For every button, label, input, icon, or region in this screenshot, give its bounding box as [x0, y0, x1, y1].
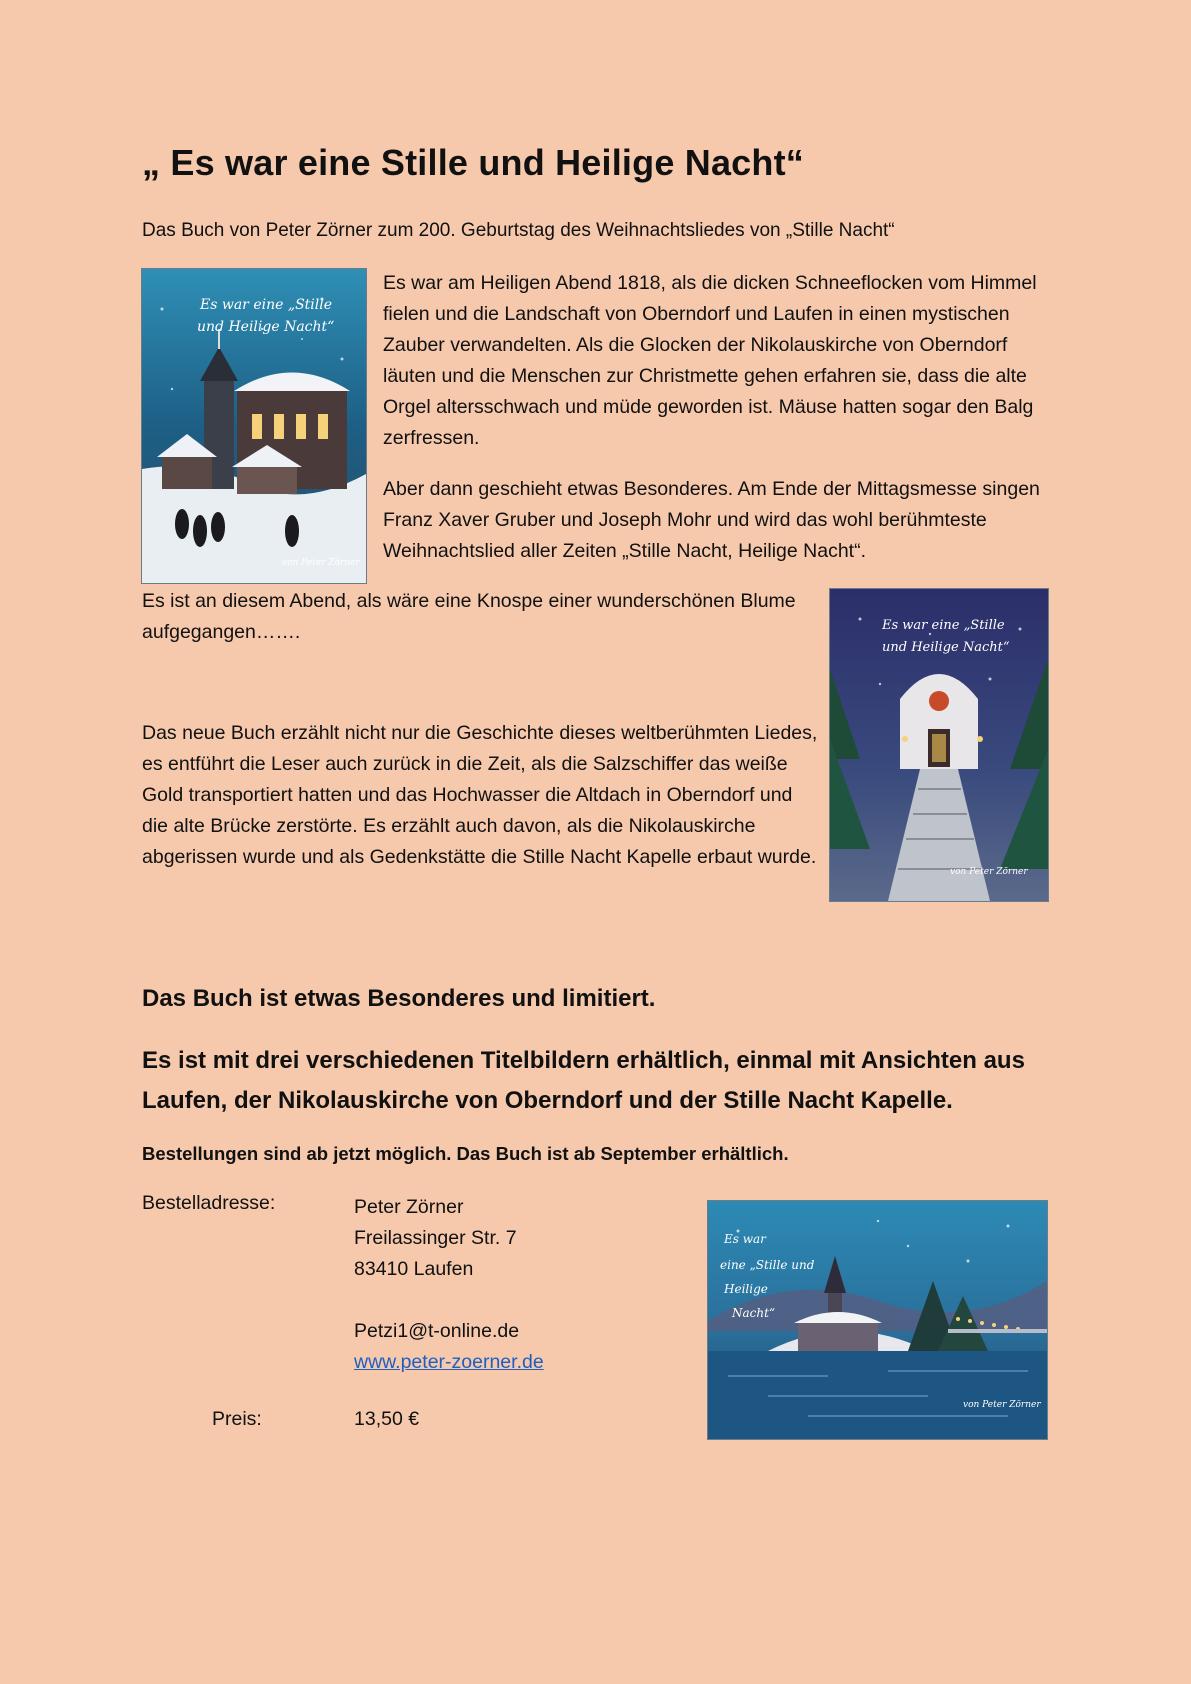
book-cover-laufen-image: [707, 1200, 1048, 1440]
price-value: 13,50 €: [354, 1408, 420, 1430]
cover3-signature: von Peter Zörner: [963, 1400, 1041, 1410]
address-street: Freilassinger Str. 7: [354, 1227, 517, 1249]
cover3-title-line2: eine „Stille und: [720, 1258, 815, 1272]
cover1-title-line1: Es war eine „Stille: [200, 297, 333, 313]
cover1-title-line2: und Heilige Nacht“: [197, 319, 335, 335]
book-description-paragraph: Das neue Buch erzählt nicht nur die Geschichte dieses weltberühmten Liedes, es entführt die Leser auch zurück in die Zeit, als die Salzschiffer das weiße Gold transportiert hatten und das Hochwasser die Altdach in Oberndorf und die alte Brücke zerstörte. Es erzählt auch davon, als die Nikolauskirche abgerissen wurde und als Gedenkstätte die Stille Nacht Kapelle erbaut wurde.: [142, 722, 818, 868]
cover1-signature: von Peter Zörner: [282, 558, 360, 568]
cover3-title-line1: Es war: [724, 1232, 766, 1246]
subtitle: Das Buch von Peter Zörner zum 200. Geburtstag des Weihnachtsliedes von „Stille Nacht“: [142, 220, 895, 241]
cover3-title-line4: Nacht“: [732, 1306, 776, 1320]
address-city: 83410 Laufen: [354, 1258, 474, 1280]
order-address-label: Bestelladresse:: [142, 1192, 276, 1214]
story-paragraph: Aber dann geschieht etwas Besonderes. Am Ende der Mittagsmesse singen Franz Xaver Gruber und Joseph Mohr und wird das wohl berühmteste Weihnachtslied aller Zeiten „Stille Nacht, Heilige Nacht“.: [383, 478, 1040, 562]
price-label: Preis:: [212, 1408, 262, 1430]
address-name: Peter Zörner: [354, 1196, 464, 1218]
address-email: Petzi1@t-online.de: [354, 1320, 520, 1342]
address-spacer: [354, 1285, 544, 1316]
orders-note: Bestellungen sind ab jetzt möglich. Das Buch ist ab September erhältlich.: [142, 1143, 789, 1164]
cover2-title-line1: Es war eine „Stille: [882, 618, 1005, 633]
intro-paragraph: Es war am Heiligen Abend 1818, als die dicken Schneeflocken vom Himmel fielen und die Landschaft von Oberndorf und Laufen in einen mystischen Zauber verwandelten. Als die Glocken der Nikolauskirche von Oberndorf läuten und die Menschen zur Christmette gehen erfahren sie, dass die alte Orgel altersschwach und müde geworden ist. Mäuse hatten sogar den Balg zerfressen.: [383, 272, 1037, 449]
website-link[interactable]: www.peter-zoerner.de: [354, 1351, 544, 1373]
limited-heading: Das Buch ist etwas Besonderes und limitiert.: [142, 985, 656, 1012]
order-address: [354, 1192, 544, 1378]
cover2-signature: von Peter Zörner: [950, 867, 1028, 877]
page-title: „ Es war eine Stille und Heilige Nacht“: [142, 142, 804, 183]
book-cover-church-image: [141, 268, 367, 584]
covers-heading: Es ist mit drei verschiedenen Titelbildern erhältlich, einmal mit Ansichten aus Laufen, der Nikolauskirche von Oberndorf und der Stille Nacht Kapelle.: [142, 1047, 1025, 1114]
cover2-title-line2: und Heilige Nacht“: [882, 640, 1010, 655]
evening-paragraph: Es ist an diesem Abend, als wäre eine Knospe einer wunderschönen Blume aufgegangen…….: [142, 590, 796, 643]
book-cover-chapel-image: [829, 588, 1049, 902]
cover3-title-line3: Heilige: [724, 1282, 768, 1296]
